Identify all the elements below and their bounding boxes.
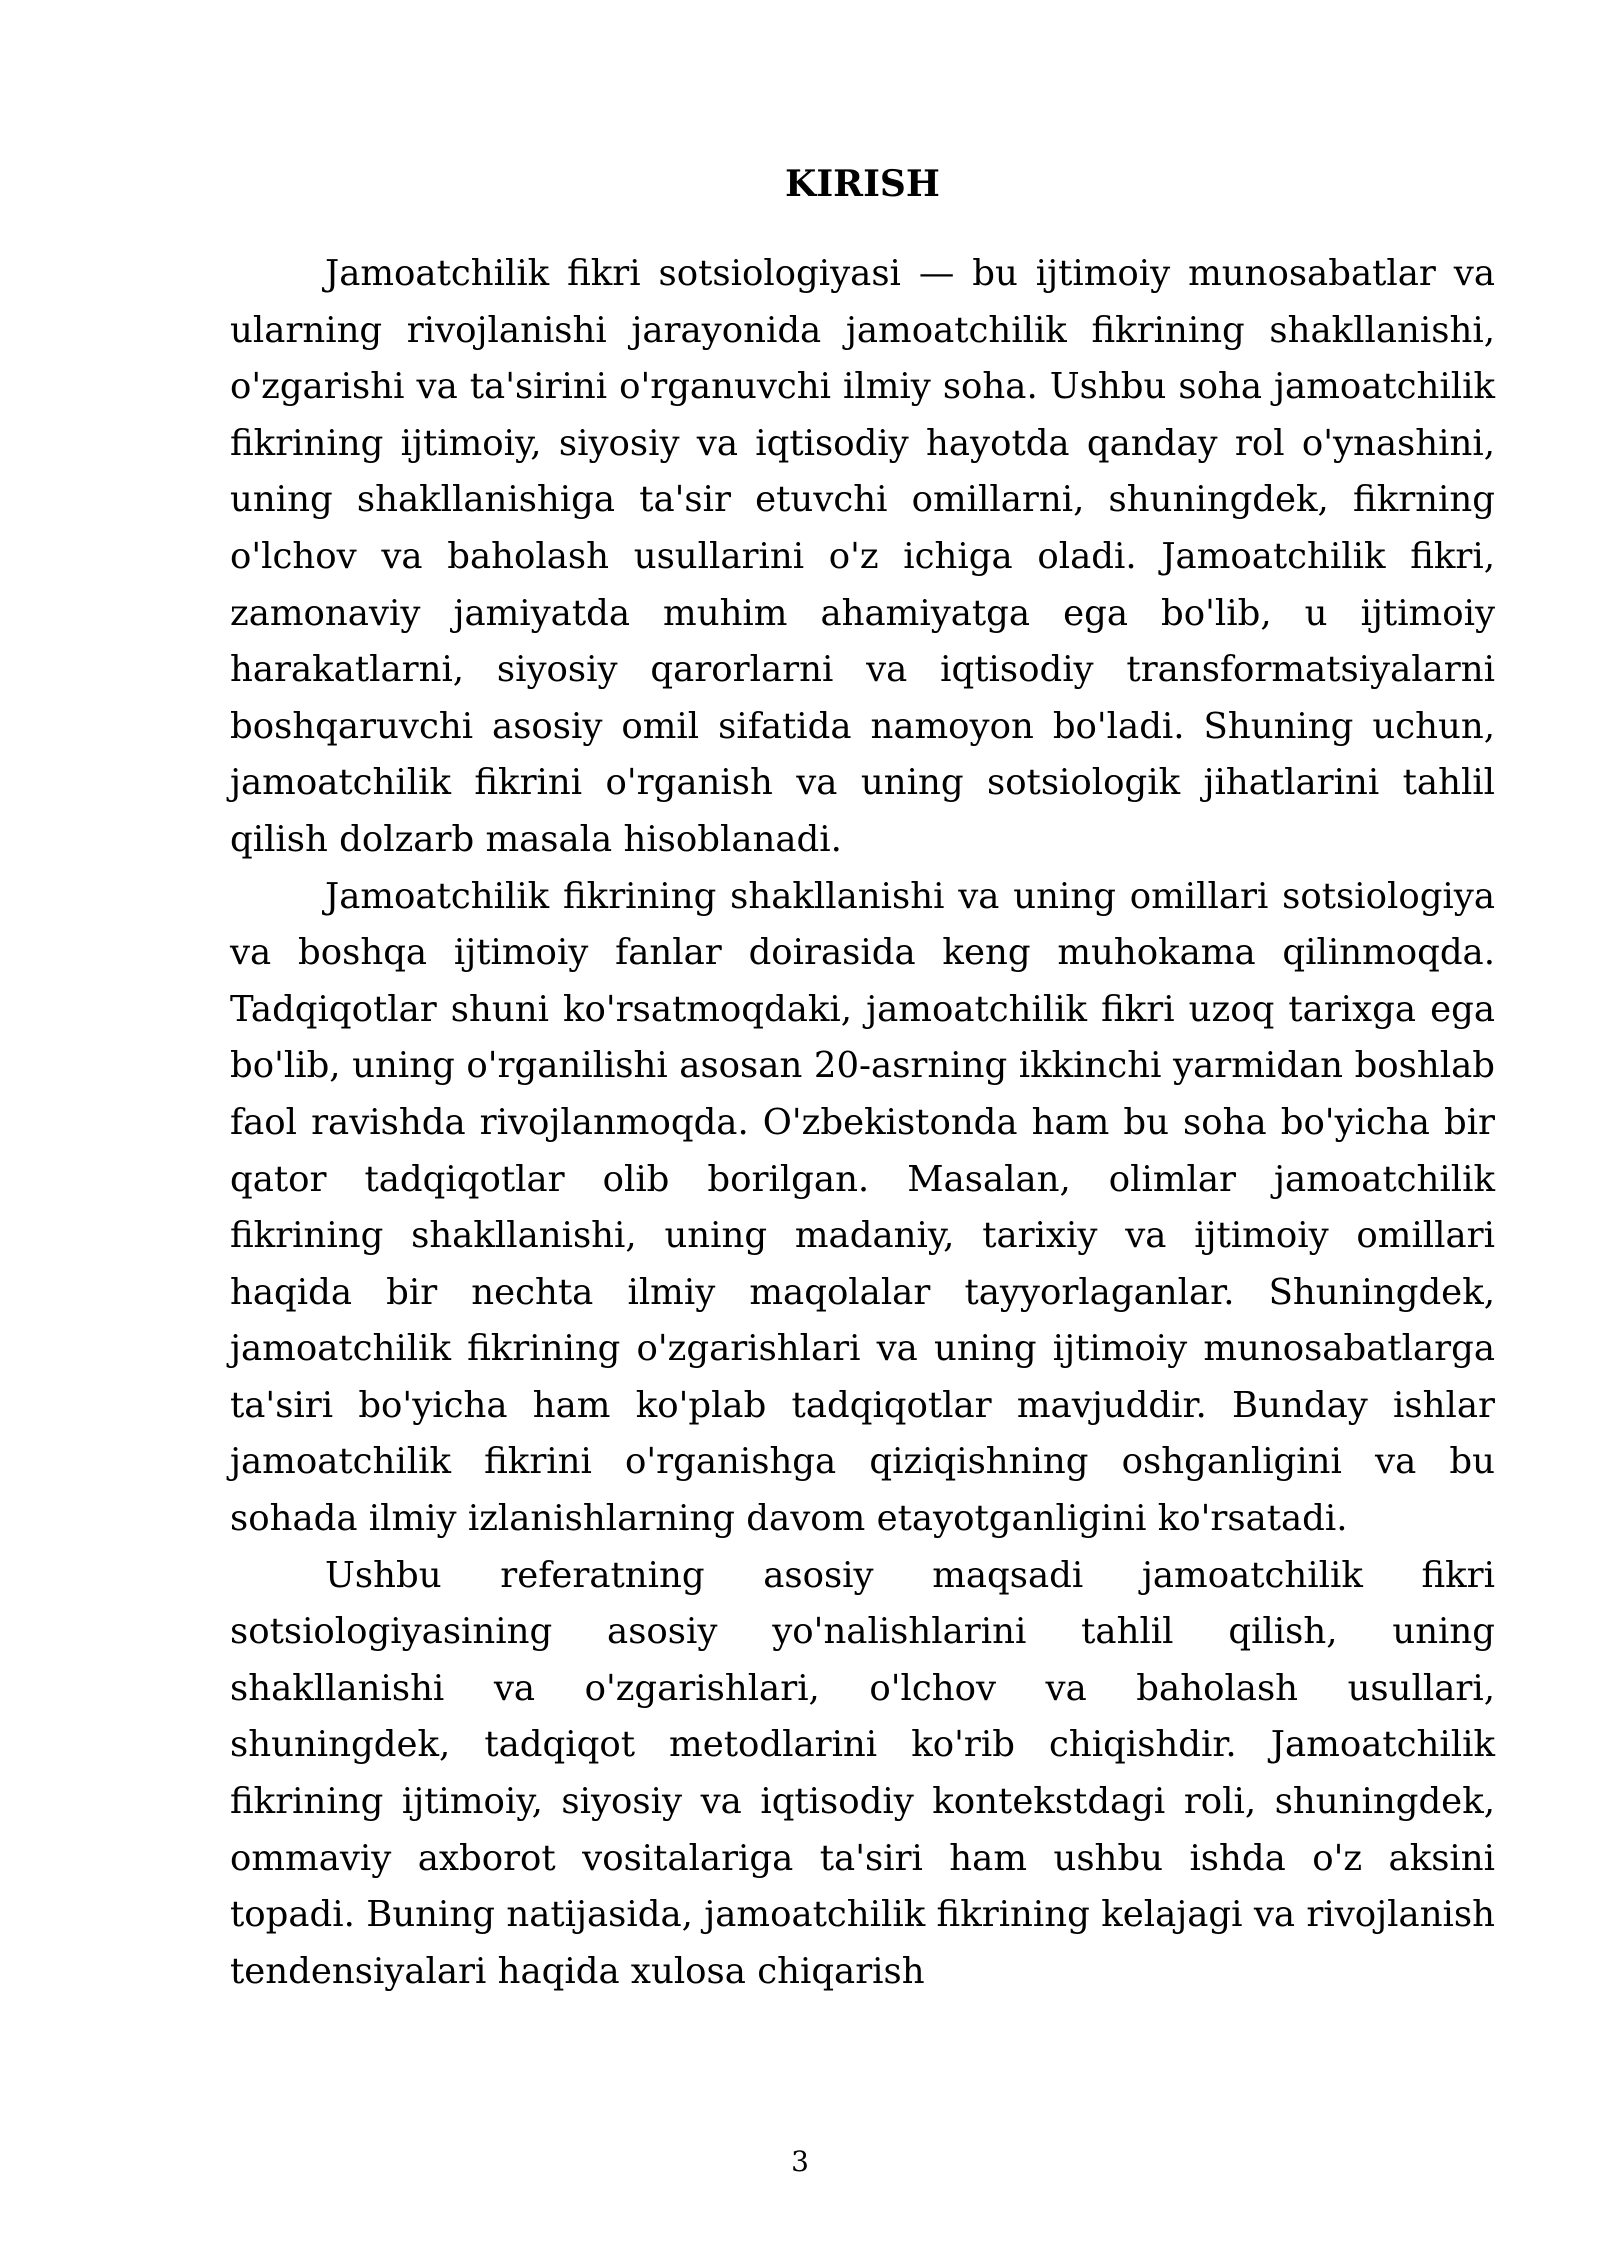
document-body: [230, 246, 1495, 2000]
page-title: KIRISH: [785, 163, 940, 205]
paragraph-2: Jamoatchilik fikrining shakllanishi va uning omillari sotsiologiya va boshqa ijtimoiy fanlar doirasida keng muhokama qilinmoqda. Tadqiqotlar shuni ko'rsatmoqdaki, jamoatchilik fikri uzoq tarixga ega bo'lib, uning o'rganilishi asosan 20-asrning ikkinchi yarmidan boshlab faol ravishda rivojlanmoqda. O'zbekistonda ham bu soha bo'yicha bir qator tadqiqotlar olib borilgan. Masalan, olimlar jamoatchilik fikrining shakllanishi, uning madaniy, tarixiy va ijtimoiy omillari haqida bir nechta ilmiy maqolalar tayyorlaganlar. Shuningdek, jamoatchilik fikrining o'zgarishlari va uning ijtimoiy munosabatlarga ta'siri bo'yicha ham ko'plab tadqiqotlar mavjuddir. Bunday ishlar jamoatchilik fikrini o'rganishga qiziqishning oshganligini va bu sohada ilmiy izlanishlarning davom etayotganligini ko'rsatadi.: [230, 875, 1495, 1540]
paragraph-3: Ushbu referatning asosiy maqsadi jamoatchilik fikri sotsiologiyasining asosiy yo'nalishlarini tahlil qilish, uning shakllanishi va o'zgarishlari, o'lchov va baholash usullari, shuningdek, tadqiqot metodlarini ko'rib chiqishdir. Jamoatchilik fikrining ijtimoiy, siyosiy va iqtisodiy kontekstdagi roli, shuningdek, ommaviy axborot vositalariga ta'siri ham ushbu ishda o'z aksini topadi. Buning natijasida, jamoatchilik fikrining kelajagi va rivojlanish tendensiyalari haqida xulosa chiqarish: [230, 1554, 1495, 1992]
paragraph-1: Jamoatchilik fikri sotsiologiyasi — bu ijtimoiy munosabatlar va ularning rivojlanishi jarayonida jamoatchilik fikrining shakllanishi, o'zgarishi va ta'sirini o'rganuvchi ilmiy soha. Ushbu soha jamoatchilik fikrining ijtimoiy, siyosiy va iqtisodiy hayotda qanday rol o'ynashini, uning shakllanishiga ta'sir etuvchi omillarni, shuningdek, fikrning o'lchov va baholash usullarini o'z ichiga oladi. Jamoatchilik fikri, zamonaviy jamiyatda muhim ahamiyatga ega bo'lib, u ijtimoiy harakatlarni, siyosiy qarorlarni va iqtisodiy transformatsiyalarni boshqaruvchi asosiy omil sifatida namoyon bo'ladi. Shuning uchun, jamoatchilik fikrini o'rganish va uning sotsiologik jihatlarini tahlil qilish dolzarb masala hisoblanadi.: [230, 253, 1495, 860]
page-number: 3: [791, 2145, 809, 2178]
